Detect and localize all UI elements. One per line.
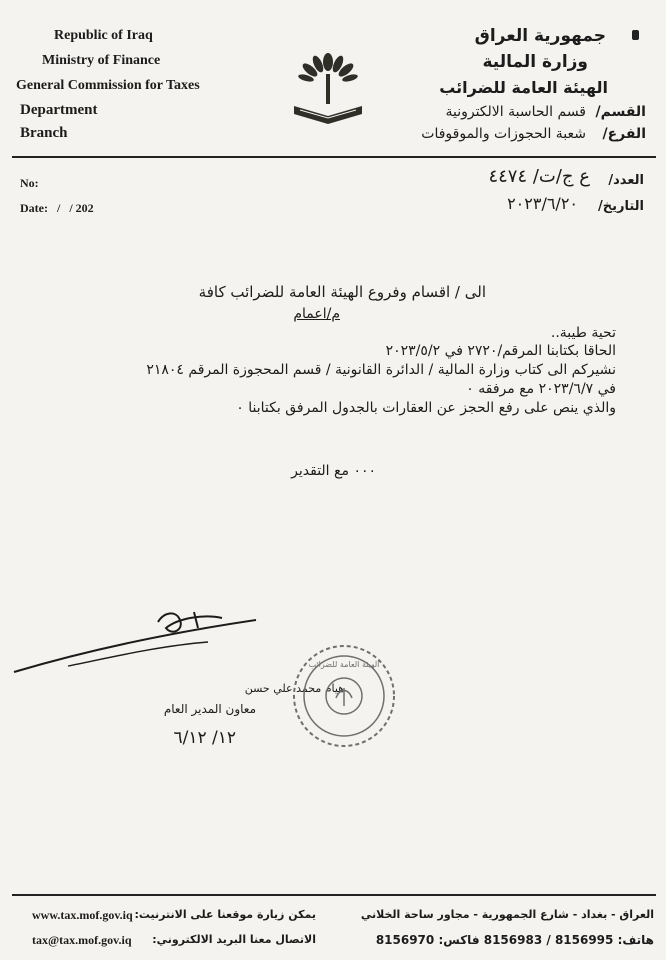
footer-email: tax@tax.mof.gov.iq <box>32 933 132 947</box>
signatory-handwritten-date: ١٢/ ٦/١٢ <box>173 728 236 748</box>
letter-line-3: في ٢٠٢٣/٦/٧ مع مرفقه ٠ <box>466 381 616 397</box>
letter-line-1: الحاقا بكتابنا المرقم/٢٧٢٠ في ٢٠٢٣/٥/٢ <box>385 343 616 359</box>
department-value: قسم الحاسبة الالكترونية <box>445 104 586 120</box>
header-en-republic: Republic of Iraq <box>54 28 153 43</box>
branch-label: الفرع/ <box>602 126 646 142</box>
letter-line-4: والذي ينص على رفع الحجز عن العقارات بالجدول المرفق بكتابنا ٠ <box>236 400 616 416</box>
header-en-ministry: Ministry of Finance <box>42 53 161 68</box>
date-value-ar: ٢٠٢٣/٦/٢٠ <box>507 194 578 213</box>
date-label: Date: / / 202 <box>20 201 94 215</box>
footer-address: العراق - بغداد - شارع الجمهورية - مجاور ساحة الخلاني <box>360 908 654 921</box>
letter-subject: م/اعمام <box>293 306 340 322</box>
ministry-logo <box>282 42 374 134</box>
handwritten-signature <box>8 598 268 688</box>
department-label: القسم/ <box>595 104 646 120</box>
corner-mark <box>632 30 639 40</box>
letter-recipient: الى / اقسام وفروع الهيئة العامة للضرائب كافة <box>198 283 486 301</box>
signatory-title: معاون المدير العام <box>163 702 256 716</box>
date-label-ar: التاريخ/ <box>597 199 644 214</box>
signatory-name: هيام محمد علي حسن <box>244 682 344 695</box>
header-ar-commission: الهيئة العامة للضرائب <box>439 78 608 97</box>
header-ar-ministry: وزارة المالية <box>482 52 588 72</box>
branch-value: شعبة الحجوزات والموقوفات <box>421 126 586 142</box>
header-rule <box>12 156 656 158</box>
palm-tree-icon <box>282 42 374 134</box>
number-value: ع ج/ت/ ٤٤٧٤ <box>488 166 590 187</box>
header-ar-republic: جمهورية العراق <box>474 26 606 46</box>
letter-greeting: تحية طيبة.. <box>550 325 616 341</box>
header-en-department: Department <box>20 102 98 118</box>
letter-closing: ٠٠٠ مع التقدير <box>291 463 376 479</box>
stamp-text: الهيئة العامة للضرائب <box>308 660 380 669</box>
letter-line-2: نشيركم الى كتاب وزارة المالية / الدائرة القانونية / قسم المحجوزة المرقم ٢١٨٠٤ <box>146 362 616 378</box>
footer-website-label: يمكن زيارة موقعنا على الانترنيت: <box>134 908 316 921</box>
official-stamp <box>288 640 400 752</box>
header-en-branch: Branch <box>20 125 68 141</box>
footer-website: www.tax.mof.gov.iq <box>32 908 133 922</box>
footer-email-label: الاتصال معنا البريد الالكتروني: <box>152 933 316 946</box>
footer-rule <box>12 894 656 896</box>
header-en-commission: General Commission for Taxes <box>16 78 200 93</box>
footer-phones: هاتف: 8156995 / 8156983 فاكس: 8156970 <box>375 933 654 947</box>
no-label: No: <box>20 176 39 190</box>
number-label: العدد/ <box>608 173 644 188</box>
